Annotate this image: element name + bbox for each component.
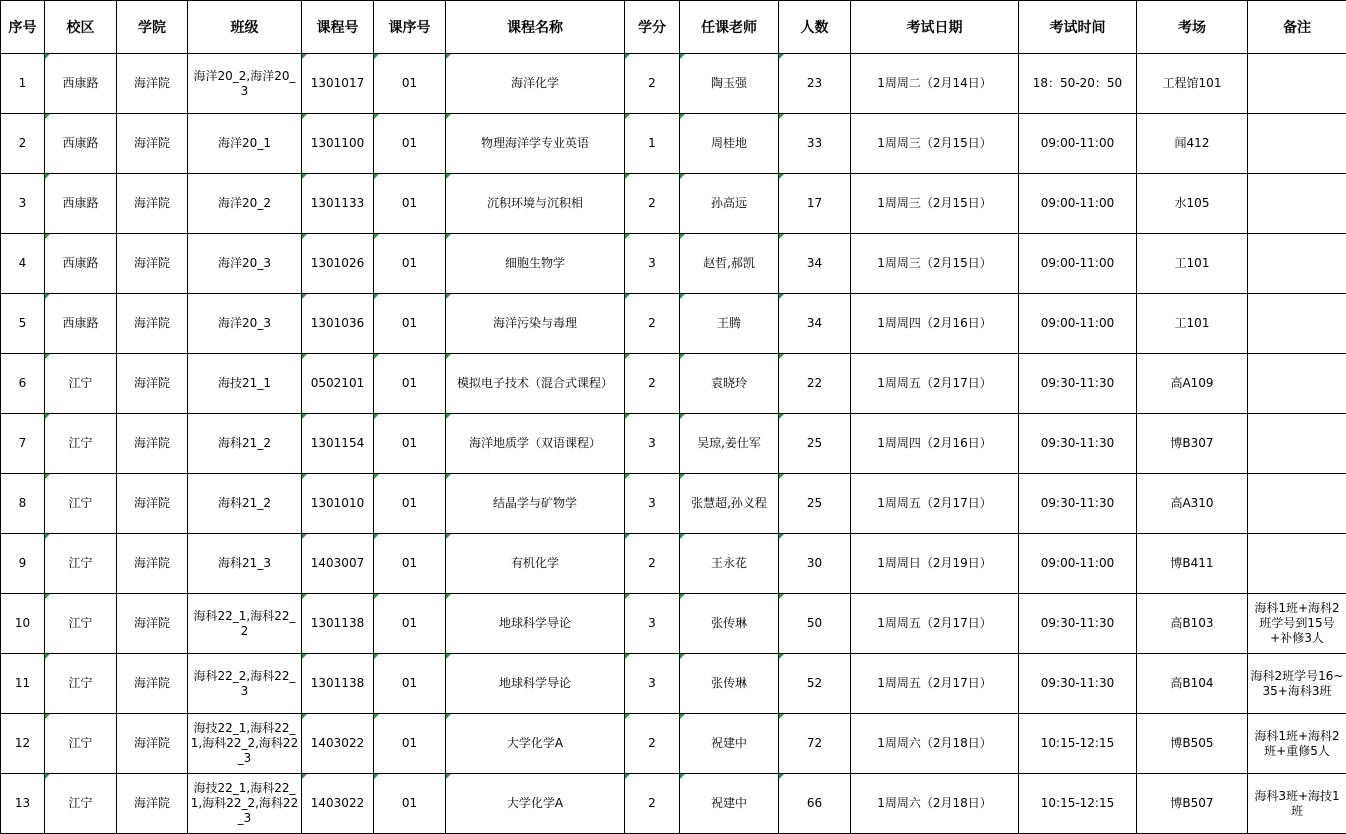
header-exam-date: 考试日期: [851, 1, 1019, 54]
cell-exam-room: 博B411: [1137, 534, 1248, 594]
cell-student-count: 50: [779, 594, 851, 654]
cell-campus: 江宁: [45, 474, 117, 534]
cell-college: 海洋院: [117, 774, 188, 834]
cell-student-count: 25: [779, 474, 851, 534]
cell-exam-date: 1周周二（2月14日）: [851, 54, 1019, 114]
cell-course-name: 大学化学A: [446, 774, 625, 834]
table-body: [1, 54, 1346, 834]
cell-teacher: 祝建中: [680, 714, 779, 774]
cell-college: 海洋院: [117, 414, 188, 474]
cell-class: 海洋20_3: [188, 234, 302, 294]
table-row: [1, 354, 1346, 414]
cell-course-name: 物理海洋学专业英语: [446, 114, 625, 174]
cell-index: 4: [1, 234, 45, 294]
cell-credits: 2: [625, 294, 680, 354]
cell-exam-room: 博B307: [1137, 414, 1248, 474]
table-row: [1, 474, 1346, 534]
cell-index: 13: [1, 774, 45, 834]
cell-exam-room: 水105: [1137, 174, 1248, 234]
cell-course-number: 1301010: [302, 474, 374, 534]
cell-campus: 西康路: [45, 54, 117, 114]
cell-class: 海科21_3: [188, 534, 302, 594]
cell-college: 海洋院: [117, 534, 188, 594]
cell-exam-date: 1周周五（2月17日）: [851, 654, 1019, 714]
cell-section-number: 01: [374, 654, 446, 714]
cell-exam-time: 09:00-11:00: [1019, 114, 1137, 174]
cell-exam-date: 1周周日（2月19日）: [851, 534, 1019, 594]
cell-credits: 2: [625, 54, 680, 114]
cell-student-count: 34: [779, 234, 851, 294]
cell-exam-date: 1周周三（2月15日）: [851, 234, 1019, 294]
table-row: [1, 174, 1346, 234]
cell-student-count: 25: [779, 414, 851, 474]
cell-exam-room: 高B103: [1137, 594, 1248, 654]
cell-class: 海洋20_3: [188, 294, 302, 354]
header-student-count: 人数: [779, 1, 851, 54]
cell-section-number: 01: [374, 54, 446, 114]
cell-campus: 江宁: [45, 774, 117, 834]
cell-class: 海洋20_1: [188, 114, 302, 174]
cell-course-name: 地球科学导论: [446, 594, 625, 654]
cell-exam-date: 1周周五（2月17日）: [851, 474, 1019, 534]
cell-exam-date: 1周周四（2月16日）: [851, 414, 1019, 474]
cell-remarks: [1248, 414, 1346, 474]
cell-class: 海科21_2: [188, 474, 302, 534]
cell-class: 海技21_1: [188, 354, 302, 414]
header-row: [1, 1, 1346, 54]
cell-exam-date: 1周周三（2月15日）: [851, 114, 1019, 174]
table-row: [1, 294, 1346, 354]
cell-student-count: 66: [779, 774, 851, 834]
cell-index: 10: [1, 594, 45, 654]
cell-index: 1: [1, 54, 45, 114]
header-exam-time: 考试时间: [1019, 1, 1137, 54]
cell-exam-time: 09:00-11:00: [1019, 294, 1137, 354]
cell-remarks: [1248, 174, 1346, 234]
header-course-name: 课程名称: [446, 1, 625, 54]
cell-index: 7: [1, 414, 45, 474]
cell-teacher: 孙高远: [680, 174, 779, 234]
cell-course-number: 1301133: [302, 174, 374, 234]
cell-course-number: 1403007: [302, 534, 374, 594]
cell-course-number: 1301100: [302, 114, 374, 174]
cell-exam-time: 09:00-11:00: [1019, 234, 1137, 294]
cell-section-number: 01: [374, 534, 446, 594]
cell-teacher: 王永花: [680, 534, 779, 594]
cell-teacher: 张传琳: [680, 654, 779, 714]
cell-exam-date: 1周周六（2月18日）: [851, 714, 1019, 774]
cell-teacher: 王腾: [680, 294, 779, 354]
cell-student-count: 52: [779, 654, 851, 714]
cell-remarks: [1248, 234, 1346, 294]
cell-credits: 2: [625, 774, 680, 834]
cell-course-number: 1301154: [302, 414, 374, 474]
cell-course-name: 有机化学: [446, 534, 625, 594]
cell-course-number: 1301026: [302, 234, 374, 294]
cell-course-name: 海洋污染与毒理: [446, 294, 625, 354]
table-row: [1, 714, 1346, 774]
cell-exam-date: 1周周六（2月18日）: [851, 774, 1019, 834]
cell-section-number: 01: [374, 354, 446, 414]
table-row: [1, 234, 1346, 294]
table-row: [1, 654, 1346, 714]
cell-campus: 江宁: [45, 594, 117, 654]
cell-section-number: 01: [374, 474, 446, 534]
cell-section-number: 01: [374, 294, 446, 354]
cell-credits: 3: [625, 234, 680, 294]
cell-index: 2: [1, 114, 45, 174]
cell-remarks: [1248, 54, 1346, 114]
cell-college: 海洋院: [117, 234, 188, 294]
cell-credits: 3: [625, 594, 680, 654]
cell-exam-room: 博B505: [1137, 714, 1248, 774]
cell-student-count: 30: [779, 534, 851, 594]
cell-course-number: 1301017: [302, 54, 374, 114]
cell-exam-room: 高A109: [1137, 354, 1248, 414]
cell-college: 海洋院: [117, 114, 188, 174]
cell-student-count: 33: [779, 114, 851, 174]
cell-exam-time: 09:30-11:30: [1019, 354, 1137, 414]
cell-course-name: 沉积环境与沉积相: [446, 174, 625, 234]
cell-course-number: 0502101: [302, 354, 374, 414]
table-row: [1, 774, 1346, 834]
cell-credits: 2: [625, 174, 680, 234]
cell-section-number: 01: [374, 174, 446, 234]
cell-course-name: 地球科学导论: [446, 654, 625, 714]
cell-course-number: 1403022: [302, 774, 374, 834]
cell-exam-room: 工101: [1137, 234, 1248, 294]
cell-class: 海技22_1,海科22_1,海科22_2,海科22_3: [188, 714, 302, 774]
cell-credits: 2: [625, 354, 680, 414]
cell-section-number: 01: [374, 594, 446, 654]
cell-course-number: 1301138: [302, 654, 374, 714]
cell-remarks: [1248, 354, 1346, 414]
cell-college: 海洋院: [117, 654, 188, 714]
cell-remarks: [1248, 294, 1346, 354]
cell-exam-time: 09:30-11:30: [1019, 474, 1137, 534]
cell-exam-room: 高A310: [1137, 474, 1248, 534]
cell-class: 海洋20_2,海洋20_3: [188, 54, 302, 114]
cell-class: 海科22_2,海科22_3: [188, 654, 302, 714]
cell-credits: 3: [625, 414, 680, 474]
cell-campus: 西康路: [45, 174, 117, 234]
cell-campus: 江宁: [45, 654, 117, 714]
cell-teacher: 吴琼,姜仕军: [680, 414, 779, 474]
cell-campus: 江宁: [45, 714, 117, 774]
cell-exam-time: 09:30-11:30: [1019, 594, 1137, 654]
header-campus: 校区: [45, 1, 117, 54]
header-exam-room: 考场: [1137, 1, 1248, 54]
cell-credits: 3: [625, 474, 680, 534]
cell-index: 9: [1, 534, 45, 594]
cell-remarks: [1248, 114, 1346, 174]
cell-section-number: 01: [374, 414, 446, 474]
cell-section-number: 01: [374, 774, 446, 834]
cell-class: 海科22_1,海科22_2: [188, 594, 302, 654]
table-row: [1, 414, 1346, 474]
cell-exam-time: 09:30-11:30: [1019, 654, 1137, 714]
header-remarks: 备注: [1248, 1, 1346, 54]
cell-exam-room: 高B104: [1137, 654, 1248, 714]
table-header: [1, 1, 1346, 54]
cell-section-number: 01: [374, 714, 446, 774]
cell-student-count: 22: [779, 354, 851, 414]
cell-credits: 2: [625, 534, 680, 594]
cell-exam-date: 1周周四（2月16日）: [851, 294, 1019, 354]
cell-credits: 3: [625, 654, 680, 714]
cell-index: 6: [1, 354, 45, 414]
cell-exam-room: 工程馆101: [1137, 54, 1248, 114]
cell-teacher: 袁晓玲: [680, 354, 779, 414]
cell-exam-time: 09:00-11:00: [1019, 174, 1137, 234]
header-teacher: 任课老师: [680, 1, 779, 54]
cell-section-number: 01: [374, 234, 446, 294]
cell-student-count: 34: [779, 294, 851, 354]
cell-exam-time: 10:15-12:15: [1019, 714, 1137, 774]
cell-exam-date: 1周周三（2月15日）: [851, 174, 1019, 234]
cell-campus: 江宁: [45, 534, 117, 594]
cell-index: 12: [1, 714, 45, 774]
cell-remarks: [1248, 534, 1346, 594]
cell-campus: 江宁: [45, 354, 117, 414]
cell-campus: 西康路: [45, 234, 117, 294]
cell-class: 海洋20_2: [188, 174, 302, 234]
cell-remarks: 海科3班+海技1班: [1248, 774, 1346, 834]
header-college: 学院: [117, 1, 188, 54]
cell-teacher: 赵哲,郝凯: [680, 234, 779, 294]
cell-college: 海洋院: [117, 54, 188, 114]
cell-index: 8: [1, 474, 45, 534]
table-row: [1, 54, 1346, 114]
cell-class: 海科21_2: [188, 414, 302, 474]
cell-course-name: 大学化学A: [446, 714, 625, 774]
cell-exam-time: 10:15-12:15: [1019, 774, 1137, 834]
cell-credits: 2: [625, 714, 680, 774]
cell-course-number: 1403022: [302, 714, 374, 774]
header-index: 序号: [1, 1, 45, 54]
cell-student-count: 72: [779, 714, 851, 774]
table-row: [1, 114, 1346, 174]
cell-course-name: 细胞生物学: [446, 234, 625, 294]
cell-course-name: 结晶学与矿物学: [446, 474, 625, 534]
cell-exam-date: 1周周五（2月17日）: [851, 354, 1019, 414]
header-section-number: 课序号: [374, 1, 446, 54]
cell-exam-room: 工101: [1137, 294, 1248, 354]
table-row: [1, 534, 1346, 594]
cell-teacher: 陶玉强: [680, 54, 779, 114]
cell-exam-time: 18：50-20：50: [1019, 54, 1137, 114]
cell-college: 海洋院: [117, 474, 188, 534]
cell-remarks: 海科2班学号16~35+海科3班: [1248, 654, 1346, 714]
cell-class: 海技22_1,海科22_1,海科22_2,海科22_3: [188, 774, 302, 834]
cell-course-name: 海洋化学: [446, 54, 625, 114]
cell-college: 海洋院: [117, 714, 188, 774]
cell-exam-time: 09:00-11:00: [1019, 534, 1137, 594]
cell-credits: 1: [625, 114, 680, 174]
cell-teacher: 祝建中: [680, 774, 779, 834]
cell-student-count: 17: [779, 174, 851, 234]
cell-college: 海洋院: [117, 594, 188, 654]
cell-exam-date: 1周周五（2月17日）: [851, 594, 1019, 654]
cell-remarks: 海科1班+海科2班+重修5人: [1248, 714, 1346, 774]
cell-exam-time: 09:30-11:30: [1019, 414, 1137, 474]
cell-campus: 西康路: [45, 114, 117, 174]
cell-teacher: 张传琳: [680, 594, 779, 654]
cell-index: 5: [1, 294, 45, 354]
cell-exam-room: 闻412: [1137, 114, 1248, 174]
cell-student-count: 23: [779, 54, 851, 114]
cell-college: 海洋院: [117, 174, 188, 234]
cell-campus: 西康路: [45, 294, 117, 354]
table-row: [1, 594, 1346, 654]
header-credits: 学分: [625, 1, 680, 54]
cell-index: 3: [1, 174, 45, 234]
cell-exam-room: 博B507: [1137, 774, 1248, 834]
cell-course-name: 模拟电子技术（混合式课程）: [446, 354, 625, 414]
cell-teacher: 周桂地: [680, 114, 779, 174]
header-class: 班级: [188, 1, 302, 54]
cell-index: 11: [1, 654, 45, 714]
header-course-number: 课程号: [302, 1, 374, 54]
cell-course-number: 1301138: [302, 594, 374, 654]
cell-course-number: 1301036: [302, 294, 374, 354]
cell-teacher: 张慧超,孙义程: [680, 474, 779, 534]
cell-remarks: [1248, 474, 1346, 534]
cell-course-name: 海洋地质学（双语课程）: [446, 414, 625, 474]
cell-section-number: 01: [374, 114, 446, 174]
cell-college: 海洋院: [117, 294, 188, 354]
cell-remarks: 海科1班+海科2班学号到15号+补修3人: [1248, 594, 1346, 654]
cell-college: 海洋院: [117, 354, 188, 414]
cell-campus: 江宁: [45, 414, 117, 474]
